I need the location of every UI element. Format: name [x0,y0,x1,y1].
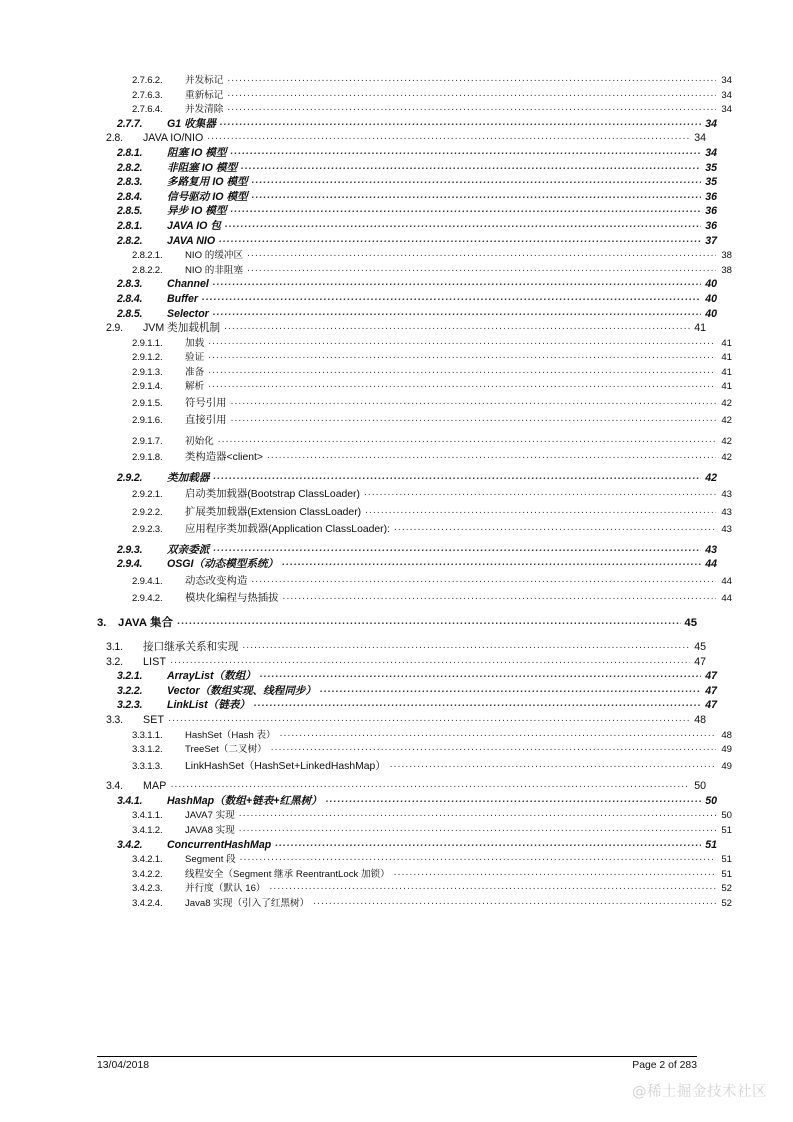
toc-entry-number: 2.9.2. [117,471,143,484]
row-spacer [97,427,697,435]
toc-entry-number: 3.4.2. [117,838,143,851]
toc-entry-number: 2.9.2.1. [132,489,163,501]
toc-entry-page: 45 [694,640,706,653]
toc-entry-page: 41 [721,381,732,393]
toc-entry-number: 3.4.2.4. [132,897,163,909]
toc-entry[interactable] [97,743,732,755]
toc-leader-dots [213,308,701,317]
table-of-contents [97,74,732,911]
toc-entry-title: ArrayList（数组） [167,670,256,683]
row-spacer [97,629,697,641]
toc-leader-dots [208,351,716,360]
watermark: @稀土掘金技术社区 [632,1084,767,1100]
toc-entry-number: 2.9.1.7. [132,435,163,447]
toc-leader-dots [168,714,690,723]
toc-entry-title: JAVA IO 包 [167,219,221,232]
toc-leader-dots [224,322,690,331]
toc-entry-title: 应用程序类加载器(Application ClassLoader): [185,524,390,536]
toc-entry-number: 2.9.1.4. [132,381,163,393]
toc-entry[interactable] [97,729,732,741]
toc-entry-page: 42 [721,452,732,464]
toc-entry-page: 52 [721,883,732,895]
toc-entry[interactable] [97,351,732,363]
toc-entry-title: JAVA8 实现 [185,824,235,836]
toc-leader-dots [207,132,690,141]
toc-entry-page: 51 [721,854,732,866]
toc-entry-page: 36 [705,190,717,203]
toc-entry-page: 52 [721,897,732,909]
toc-entry-number: 3.3.1.2. [132,744,163,756]
toc-entry-title: Channel [167,278,209,291]
toc-leader-dots [239,824,716,833]
toc-entry[interactable] [97,264,732,276]
toc-entry-title: 接口继承关系和实现 [143,640,239,653]
toc-leader-dots [282,558,701,567]
toc-entry[interactable] [97,641,706,653]
toc-leader-dots [227,89,716,98]
toc-entry-page: 45 [684,616,697,629]
toc-entry-number: 2.8.3. [117,176,143,189]
toc-leader-dots [213,472,701,481]
toc-entry-page: 34 [721,104,732,116]
toc-entry-title: 直接引用 [185,415,227,427]
toc-entry-number: 2.8.4. [117,292,143,305]
toc-entry-title: 异步 IO 模型 [167,205,227,218]
toc-entry-page: 48 [721,729,732,741]
toc-entry[interactable] [97,118,717,130]
toc-entry-number: 2.8.2. [117,234,143,247]
toc-entry-number: 2.9.1.2. [132,352,163,364]
toc-entry[interactable] [97,366,732,378]
toc-entry-number: 2.8.1. [117,146,143,159]
toc-entry[interactable] [97,760,732,772]
toc-entry[interactable] [97,435,732,447]
toc-entry-title: 多路复用 IO 模型 [167,176,248,189]
toc-entry-title: 准备 [185,366,205,378]
toc-entry-title: LIST [143,655,167,668]
toc-entry[interactable] [97,322,706,334]
toc-entry-page: 40 [705,307,717,320]
toc-entry-title: 类构造器<client> [185,452,263,464]
toc-entry-title: JAVA IO/NIO [143,132,204,145]
toc-entry-page: 50 [721,810,732,822]
toc-leader-dots [219,235,701,244]
toc-entry-page: 47 [705,699,717,712]
toc-entry-number: 2.8.5. [117,307,143,320]
toc-entry-title: JVM 类加载机制 [143,322,221,335]
footer-page-number: Page 2 of 283 [632,1060,697,1071]
toc-entry-page: 47 [705,684,717,697]
toc-entry[interactable] [97,544,717,556]
toc-leader-dots [231,414,716,423]
toc-entry[interactable] [97,337,732,349]
toc-leader-dots [313,897,716,906]
toc-entry-title: LinkList（链表） [167,699,250,712]
toc-entry-number: 2.8.5. [117,205,143,218]
toc-entry[interactable] [97,103,732,115]
toc-entry[interactable] [97,451,732,463]
toc-entry-page: 43 [721,489,732,501]
toc-entry-page: 34 [721,75,732,86]
toc-entry[interactable] [97,699,717,711]
toc-entry-number: 3.4.2.2. [132,868,163,880]
toc-entry-page: 41 [721,352,732,364]
toc-entry-page: 48 [694,713,706,726]
toc-entry[interactable] [97,191,717,203]
toc-entry-title: 并行度（默认 16） [185,883,266,895]
toc-entry-title: Java8 实现（引入了红黑树） [185,897,310,909]
toc-entry-number: 2.8.2.1. [132,250,163,262]
toc-entry-number: 2.8.2. [117,161,143,174]
toc-entry-number: 3.4.1.1. [132,810,163,822]
toc-leader-dots [242,641,690,650]
toc-entry-title: MAP [143,780,167,793]
toc-entry-page: 51 [721,824,732,836]
toc-entry[interactable] [97,868,732,880]
toc-entry-page: 42 [721,435,732,447]
row-spacer [97,536,697,544]
toc-entry-page: 36 [705,219,717,232]
toc-entry-page: 44 [721,593,732,605]
toc-entry[interactable] [97,523,732,535]
toc-entry-page: 42 [721,398,732,410]
toc-entry-title: 阻塞 IO 模型 [167,146,227,159]
toc-entry-page: 47 [694,655,706,668]
toc-entry-page: 34 [721,89,732,101]
toc-leader-dots [252,191,701,200]
toc-entry-title: 类加载器 [167,471,210,484]
toc-entry[interactable] [97,882,732,894]
toc-entry-number: 3.4.2.1. [132,854,163,866]
toc-entry[interactable] [97,147,717,159]
toc-entry[interactable] [97,176,717,188]
toc-entry[interactable] [97,506,732,518]
toc-entry[interactable] [97,380,732,392]
toc-entry[interactable] [97,132,706,144]
toc-leader-dots [251,575,716,584]
toc-entry-page: 34 [705,117,717,130]
toc-entry-number: 2.9.4. [117,558,143,571]
toc-leader-dots [267,451,716,460]
toc-leader-dots [208,366,716,375]
toc-entry-title: 线程安全（Segment 继承 ReentrantLock 加锁） [185,868,390,880]
toc-leader-dots [254,699,701,708]
toc-entry-page: 42 [705,471,717,484]
toc-entry-title: LinkHashSet（HashSet+LinkedHashMap） [185,760,386,772]
toc-entry-number: 2.7.6.2. [132,75,163,86]
toc-entry-number: 2.9.1.1. [132,337,163,349]
toc-entry-title: NIO 的缓冲区 [185,250,244,262]
toc-leader-dots [208,380,716,389]
toc-leader-dots [225,220,701,229]
toc-entry-number: 2.9.4.2. [132,593,163,605]
toc-leader-dots [230,205,701,214]
toc-entry[interactable] [97,558,717,570]
toc-entry-title: Buffer [167,292,199,305]
toc-entry-number: 3.4. [106,780,123,793]
toc-entry-number: 3.3.1.1. [132,729,163,741]
toc-entry-title: JAVA 集合 [118,616,174,629]
toc-entry-page: 38 [721,250,732,262]
toc-entry-number: 2.9.2.3. [132,524,163,536]
toc-entry-number: 3.3.1.3. [132,760,163,772]
toc-entry-page: 36 [705,205,717,218]
toc-entry[interactable] [97,235,717,247]
toc-entry-number: 2.8.4. [117,190,143,203]
toc-leader-dots [252,176,701,185]
toc-entry[interactable] [97,575,732,587]
toc-entry-page: 44 [721,575,732,587]
toc-entry[interactable] [97,220,717,232]
toc-entry-title: 并发清除 [185,104,224,116]
toc-entry-title: TreeSet（二叉树） [185,744,267,756]
toc-entry-number: 3.4.1. [117,794,143,807]
toc-leader-dots [240,853,716,862]
toc-leader-dots [364,488,716,497]
toc-entry[interactable] [97,617,697,629]
toc-entry[interactable] [97,308,717,320]
toc-entry-number: 2.7.6.4. [132,104,163,116]
toc-entry[interactable] [97,824,732,836]
toc-entry-number: 2.9.4.1. [132,575,163,587]
toc-entry-number: 3.1. [106,640,123,653]
toc-leader-dots [283,592,716,601]
page-footer [97,1060,697,1071]
toc-entry[interactable] [97,162,717,174]
toc-entry[interactable] [97,809,732,821]
footer-date: 13/04/2018 [97,1060,150,1071]
toc-entry[interactable] [97,714,706,726]
toc-entry-title: JAVA7 实现 [185,810,235,822]
toc-entry-title: 信号驱动 IO 模型 [167,190,248,203]
toc-entry-page: 37 [705,234,717,247]
toc-entry[interactable] [97,293,717,305]
toc-entry-number: 2.9.2.2. [132,506,163,518]
toc-entry-title: OSGI（动态模型系统） [167,558,279,571]
toc-entry-page: 38 [721,264,732,276]
toc-entry-title: ConcurrentHashMap [167,838,272,851]
toc-entry-page: 35 [705,176,717,189]
toc-leader-dots [394,523,716,532]
toc-entry-title: 非阻塞 IO 模型 [167,161,238,174]
toc-leader-dots [271,743,716,752]
toc-entry-number: 3.2.1. [117,670,143,683]
toc-entry[interactable] [97,472,717,484]
row-spacer [97,772,697,780]
toc-entry-title: HashSet（Hash 表） [185,729,276,741]
toc-entry[interactable] [97,414,732,426]
toc-entry-page: 50 [694,780,706,793]
toc-leader-dots [213,278,701,287]
toc-entry-page: 51 [705,838,717,851]
toc-leader-dots [227,103,716,112]
toc-entry-title: Selector [167,307,209,320]
toc-entry-number: 2.8.3. [117,278,143,291]
toc-leader-dots [227,74,716,83]
toc-entry-title: 扩展类加载器(Extension ClassLoader) [185,506,362,518]
toc-entry-page: 49 [721,760,732,772]
toc-entry-number: 2.9.1.6. [132,415,163,427]
toc-leader-dots [239,809,716,818]
toc-entry-page: 51 [721,868,732,880]
toc-entry-title: HashMap（数组+链表+红黑树） [167,794,322,807]
toc-entry[interactable] [97,780,706,792]
toc-entry-number: 3.2.2. [117,684,143,697]
toc-leader-dots [280,729,716,738]
toc-entry-number: 2.7.7. [117,117,143,130]
toc-leader-dots [241,162,701,171]
toc-entry-title: 动态改变构造 [185,575,248,587]
toc-entry-page: 35 [705,161,717,174]
toc-entry-number: 2.8.1. [117,219,143,232]
toc-entry[interactable] [97,795,717,807]
toc-entry-number: 2.7.6.3. [132,89,163,101]
toc-leader-dots [275,839,701,848]
toc-entry-title: G1 收集器 [167,117,216,130]
row-spacer [97,605,697,617]
toc-entry-title: Vector（数组实现、线程同步） [167,684,317,697]
row-spacer [97,908,697,911]
toc-entry[interactable] [97,205,717,217]
toc-leader-dots [213,544,701,553]
toc-entry-number: 2.9. [106,322,123,335]
toc-leader-dots [218,435,716,444]
toc-entry-page: 47 [705,670,717,683]
toc-entry-number: 3.2. [106,655,123,668]
toc-entry-number: 2.9.3. [117,543,143,556]
toc-leader-dots [320,685,701,694]
toc-entry-title: 符号引用 [185,398,227,410]
toc-entry-title: 初始化 [185,435,214,447]
toc-entry-number: 2.8. [106,132,123,145]
toc-entry-number: 3.2.3. [117,699,143,712]
toc-entry-page: 41 [721,337,732,349]
toc-leader-dots [365,506,716,515]
toc-entry-title: 启动类加载器(Bootstrap ClassLoader) [185,489,360,501]
toc-entry[interactable] [97,89,732,101]
toc-leader-dots [202,293,701,302]
toc-entry-page: 44 [705,558,717,571]
toc-entry-page: 41 [721,366,732,378]
toc-entry-page: 40 [705,278,717,291]
toc-entry-title: Segment 段 [185,854,236,866]
toc-entry-title: 双亲委派 [167,543,210,556]
toc-leader-dots [208,337,716,346]
toc-entry[interactable] [97,249,732,261]
toc-entry[interactable] [97,853,732,865]
toc-entry[interactable] [97,670,717,682]
toc-leader-dots [231,397,716,406]
toc-leader-dots [326,795,701,804]
toc-leader-dots [390,760,716,769]
toc-entry[interactable] [97,897,732,909]
toc-leader-dots [270,882,717,891]
toc-entry-page: 50 [705,794,717,807]
toc-leader-dots [247,264,716,273]
toc-entry[interactable] [97,656,706,668]
toc-entry-page: 43 [705,543,717,556]
toc-entry-page: 42 [721,415,732,427]
toc-leader-dots [394,868,716,877]
toc-entry-number: 2.8.2.2. [132,264,163,276]
toc-entry-page: 34 [694,132,706,145]
toc-entry[interactable] [97,397,732,409]
toc-leader-dots [177,617,681,626]
toc-leader-dots [230,147,701,156]
toc-entry[interactable] [97,278,717,290]
toc-entry-number: 2.9.1.3. [132,366,163,378]
toc-leader-dots [171,780,690,789]
toc-leader-dots [220,118,701,127]
toc-leader-dots [247,249,716,258]
toc-entry-title: 重新标记 [185,89,224,101]
toc-entry[interactable] [97,488,732,500]
toc-entry-number: 3.3. [106,713,123,726]
toc-entry-page: 43 [721,506,732,518]
toc-entry-title: 并发标记 [185,75,224,86]
toc-entry-title: 模块化编程与热插拔 [185,593,279,605]
toc-entry[interactable] [97,685,717,697]
toc-entry[interactable] [97,839,717,851]
toc-entry-title: SET [143,713,165,726]
toc-entry[interactable] [97,74,732,86]
toc-entry-title: 验证 [185,352,205,364]
toc-entry-title: 解析 [185,381,205,393]
row-spacer [97,464,697,472]
toc-entry-number: 2.9.1.8. [132,452,163,464]
footer-divider [97,1056,697,1057]
toc-entry-title: 加载 [185,337,205,349]
toc-entry-page: 34 [705,146,717,159]
toc-entry-page: 49 [721,744,732,756]
toc-entry-title: JAVA NIO [167,234,216,247]
toc-entry-page: 43 [721,524,732,536]
toc-entry-number: 3.4.2.3. [132,883,163,895]
toc-entry-page: 41 [694,322,706,335]
toc-entry-number: 3.4.1.2. [132,824,163,836]
toc-entry-number: 3. [97,616,107,629]
toc-entry-title: NIO 的非阻塞 [185,264,244,276]
toc-entry[interactable] [97,592,732,604]
toc-leader-dots [260,670,701,679]
toc-leader-dots [170,656,690,665]
toc-entry-number: 2.9.1.5. [132,398,163,410]
toc-entry-page: 40 [705,292,717,305]
